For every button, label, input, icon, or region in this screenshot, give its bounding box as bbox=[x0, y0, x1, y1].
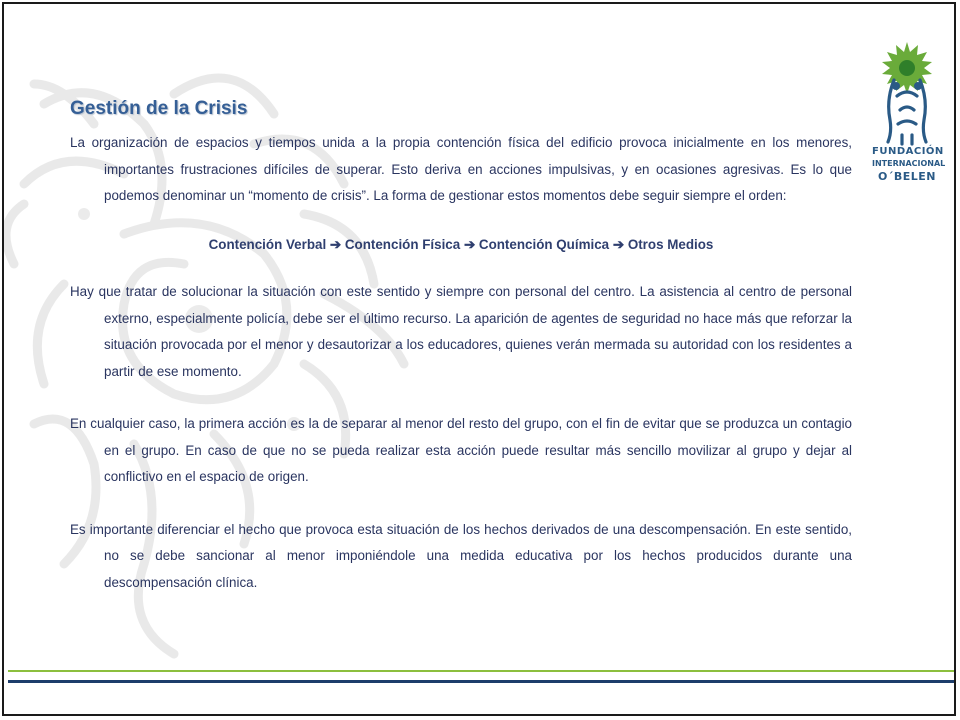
page-title: Gestión de la Crisis bbox=[70, 98, 248, 119]
arrow-right-icon: ➔ bbox=[463, 236, 476, 252]
logo-emblem-icon bbox=[872, 40, 942, 146]
arrow-right-icon: ➔ bbox=[329, 236, 342, 252]
containment-sequence bbox=[70, 232, 852, 259]
paragraph-separation: En cualquier caso, la primera acción es la de separar al menor del resto del grupo, con el fin de evitar que se produzca un contagio en el grupo. En caso de que no se pueda realizar esta acción puede resultar más sencillo movilizar al grupo y dejar al conflictivo en el espacio de origen. bbox=[70, 416, 852, 484]
spacer bbox=[70, 491, 852, 517]
step-other: Otros Medios bbox=[627, 236, 714, 252]
footer-rule-green bbox=[8, 670, 956, 672]
logo-text bbox=[872, 146, 946, 183]
footer-rule-blue bbox=[8, 680, 956, 683]
step-verbal: Contención Verbal bbox=[208, 236, 327, 252]
arrow-right-icon: ➔ bbox=[612, 236, 625, 252]
step-physical: Contención Física bbox=[344, 236, 461, 252]
step-chemical: Contención Química bbox=[478, 236, 610, 252]
logo-line-3: O´BELEN bbox=[878, 170, 936, 183]
spacer bbox=[70, 385, 852, 411]
body-content bbox=[70, 130, 852, 596]
paragraph-intro: La organización de espacios y tiempos unida a la propia contención física del edificio provoca inicialmente en los menores, importantes frustraciones difíciles de superar. Esto deriva en acciones impulsivas, y en ocasiones agresivas. Es lo que podemos denominar un “momento de crisis”. La forma de gestionar estos momentos debe seguir siempre el orden: bbox=[70, 135, 852, 203]
logo-line-1: FUNDACIÓN bbox=[872, 146, 944, 157]
paragraph-decompensation: Es importante diferenciar el hecho que provoca esta situación de los hechos derivados de una descompensación. En este sentido, no se debe sancionar al menor imponiéndole una medida educativa por los hechos producidos durante una descompensación clínica. bbox=[70, 521, 852, 590]
slide-frame bbox=[2, 2, 956, 716]
foundation-logo bbox=[872, 40, 946, 190]
logo-line-2: INTERNACIONAL bbox=[872, 159, 946, 168]
paragraph-staff: Hay que tratar de solucionar la situación con este sentido y siempre con personal del centro. La asistencia al centro de personal externo, especialmente policía, debe ser el último recurso. La aparición de agentes de seguridad no hace más que reforzar la situación provocada por el menor y desautorizar a los educadores, quienes verán mermada su autoridad con los residentes a partir de ese momento. bbox=[70, 284, 852, 379]
